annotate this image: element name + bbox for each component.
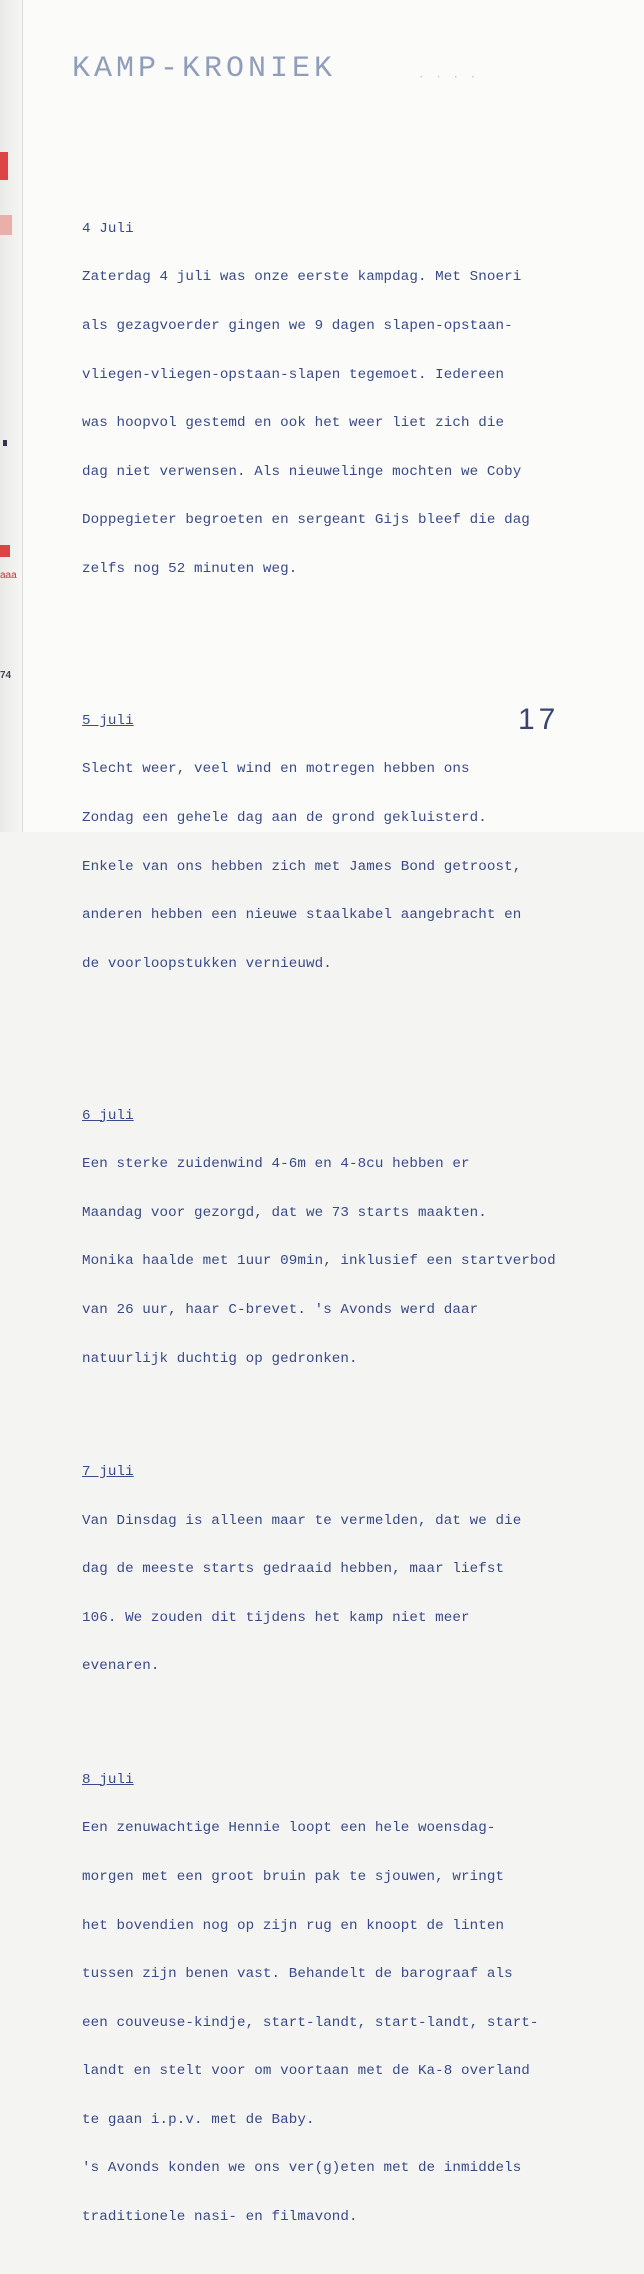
entry-line: morgen met een groot bruin pak te sjouwen, wringt <box>82 1868 505 1885</box>
entry-line: traditionele nasi- en filmavond. <box>82 2209 358 2226</box>
entry-line: Zaterdag 4 juli was onze eerste kampdag. Met Snoeri <box>82 269 522 286</box>
page-title: KAMP-KRONIEK <box>72 52 337 86</box>
entry-gap <box>82 642 622 648</box>
entry-line: de voorloopstukken vernieuwd. <box>82 955 332 972</box>
adjacent-page-edge <box>0 0 22 832</box>
entry-line: zelfs nog 52 minuten weg. <box>82 560 298 577</box>
entry-line: het bovendien nog op zijn rug en knoopt de linten <box>82 1917 505 1934</box>
entry-gap <box>82 1037 622 1043</box>
entry-heading: 6 juli <box>82 1107 134 1124</box>
adjacent-page-mark <box>0 545 10 557</box>
entry-line: 106. We zouden dit tijdens het kamp niet meer <box>82 1609 470 1626</box>
entry-line: was hoopvol gestemd en ook het weer liet zich die <box>82 415 505 432</box>
entry <box>82 1739 622 2257</box>
entry-line: dag niet verwensen. Als nieuwelinge mochten we Coby <box>82 463 522 480</box>
chronicle-body <box>82 156 622 2274</box>
entry-line: Een sterke zuidenwind 4-6m en 4-8cu hebben er <box>82 1156 470 1173</box>
entry-line: van 26 uur, haar C-brevet. 's Avonds werd daar <box>82 1301 479 1318</box>
adjacent-page-mark <box>0 152 8 180</box>
entry-heading: 7 juli <box>82 1463 134 1480</box>
entry-line: 's Avonds konden we ons ver(g)eten met de inmiddels <box>82 2160 522 2177</box>
entry-line: Een zenuwachtige Hennie loopt een hele woensdag- <box>82 1820 496 1837</box>
entry-heading: 4 Juli <box>82 220 134 237</box>
entry-line: te gaan i.p.v. met de Baby. <box>82 2111 315 2128</box>
entry-line: Slecht weer, veel wind en motregen hebben ons <box>82 761 470 778</box>
entry-line: een couveuse-kindje, start-landt, start-landt, start- <box>82 2014 539 2031</box>
entry-line: natuurlijk duchtig op gedronken. <box>82 1350 358 1367</box>
entry <box>82 188 622 609</box>
page-number: 17 <box>518 703 560 736</box>
adjacent-page-mark <box>3 440 7 446</box>
adjacent-page-mark <box>0 215 12 235</box>
entry-line: Van Dinsdag is alleen maar te vermelden, dat we die <box>82 1512 522 1529</box>
faint-stamp: · · · · <box>418 72 479 84</box>
entry-line: tussen zijn benen vast. Behandelt de barograaf als <box>82 1966 513 1983</box>
entry-line: evenaren. <box>82 1658 160 1675</box>
entry <box>82 1432 622 1707</box>
entry-heading: 5 juli <box>82 712 134 729</box>
entry-line: anderen hebben een nieuwe staalkabel aangebracht en <box>82 907 522 924</box>
entry-line: als gezagvoerder gingen we 9 dagen slapen-opstaan- <box>82 318 513 334</box>
entry-line: Zondag een gehele dag aan de grond gekluisterd. <box>82 809 487 826</box>
entry-line: Monika haalde met 1uur 09min, inklusief een startverbod <box>82 1253 556 1270</box>
entry <box>82 1075 622 1399</box>
entry-line: Maandag voor gezorgd, dat we 73 starts maakten. <box>82 1204 487 1221</box>
adjacent-page-text: aaa <box>0 570 17 581</box>
entry-line: vliegen-vliegen-opstaan-slapen tegemoet. Iedereen <box>82 366 505 383</box>
entry-line: Doppegieter begroeten en sergeant Gijs bleef die dag <box>82 512 530 529</box>
adjacent-page-text: 74 <box>0 670 12 681</box>
entry-line: dag de meeste starts gedraaid hebben, maar liefst <box>82 1561 505 1578</box>
entry-line: Enkele van ons hebben zich met James Bond getroost, <box>82 858 522 875</box>
entry-line: landt en stelt voor om voortaan met de Ka-8 overland <box>82 2063 530 2080</box>
entry-heading: 8 juli <box>82 1771 134 1788</box>
